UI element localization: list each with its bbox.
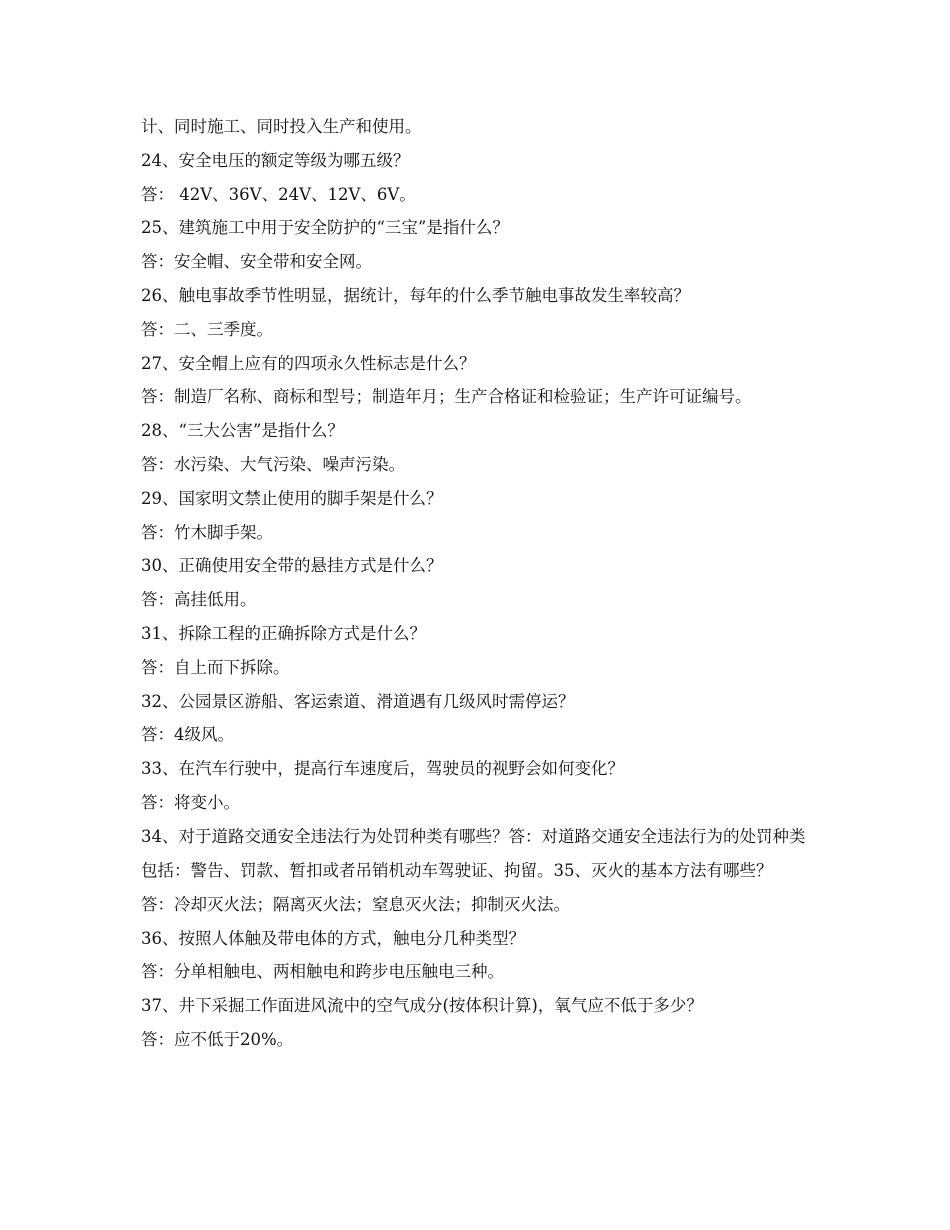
answer-line: 答：高挂低用。 xyxy=(141,590,257,610)
question-line: 29、国家明文禁止使用的脚手架是什么？ xyxy=(141,488,443,508)
question-line: 28、“三大公害”是指什么？ xyxy=(141,421,344,441)
question-line: 26、触电事故季节性明显，据统计，每年的什么季节触电事故发生率较高？ xyxy=(141,285,690,305)
answer-line: 答：将变小。 xyxy=(141,792,240,812)
question-line: 37、井下采掘工作面进风流中的空气成分(按体积计算)，氧气应不低于多少？ xyxy=(141,996,703,1016)
answer-line: 答：应不低于20%。 xyxy=(141,1029,294,1049)
question-line: 31、拆除工程的正确拆除方式是什么？ xyxy=(141,623,426,643)
document-body xyxy=(141,117,821,1064)
answer-line: 答：冷却灭火法；隔离灭火法；窒息灭火法；抑制灭火法。 xyxy=(141,894,570,914)
wrapped-paragraph: 34、对于道路交通安全违法行为处罚种类有哪些？答：对道路交通安全违法行为的处罚种类包括：警告、罚款、暂扣或者吊销机动车驾驶证、拘留。35、灭火的基本方法有哪些？ xyxy=(141,826,806,881)
answer-line: 答：4级风。 xyxy=(141,725,234,745)
answer-line: 答：自上而下拆除。 xyxy=(141,657,290,677)
answer-line: 答：分单相触电、两相触电和跨步电压触电三种。 xyxy=(141,962,504,982)
question-line: 25、建筑施工中用于安全防护的“三宝”是指什么？ xyxy=(141,218,509,238)
text-line: 计、同时施工、同时投入生产和使用。 xyxy=(141,117,422,136)
question-line: 30、正确使用安全带的悬挂方式是什么？ xyxy=(141,556,443,576)
answer-line: 答：安全帽、安全带和安全网。 xyxy=(141,252,372,272)
question-line: 32、公园景区游船、客运索道、滑道遇有几级风时需停运？ xyxy=(141,691,575,711)
question-line: 27、安全帽上应有的四项永久性标志是什么？ xyxy=(141,353,476,373)
answer-line: 答：二、三季度。 xyxy=(141,319,273,339)
answer-line: 答：制造厂名称、商标和型号；制造年月；生产合格证和检验证；生产许可证编号。 xyxy=(141,387,752,407)
question-line: 33、在汽车行驶中，提高行车速度后，驾驶员的视野会如何变化？ xyxy=(141,759,624,779)
question-line: 36、按照人体触及带电体的方式，触电分几种类型？ xyxy=(141,928,525,948)
answer-line: 答：水污染、大气污染、噪声污染。 xyxy=(141,454,405,474)
answer-line: 答：竹木脚手架。 xyxy=(141,522,273,542)
answer-line: 答： 42V、36V、24V、12V、6V。 xyxy=(141,184,416,204)
question-line: 24、安全电压的额定等级为哪五级？ xyxy=(141,150,410,170)
